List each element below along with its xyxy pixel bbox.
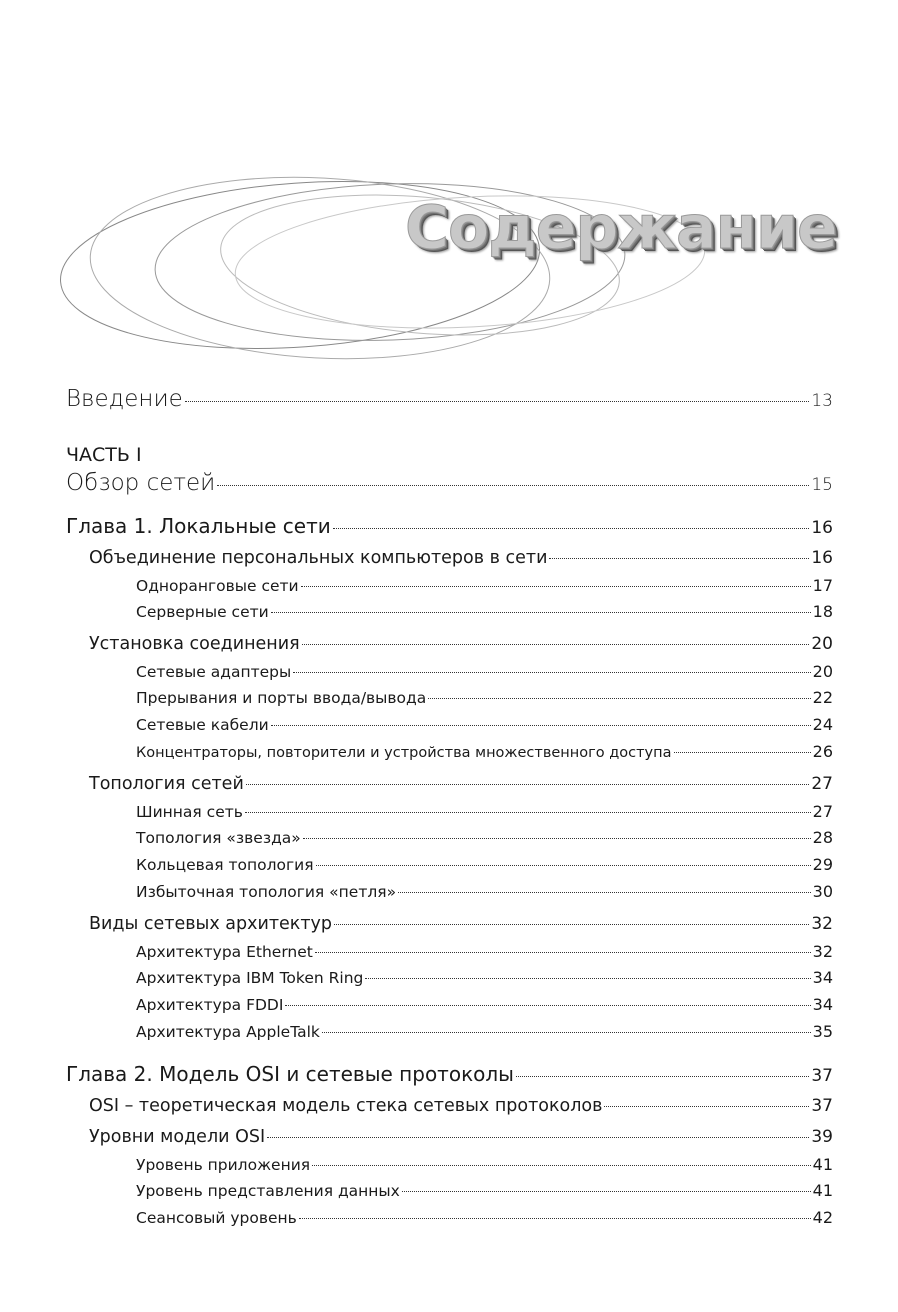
leader-dots — [285, 1005, 810, 1006]
toc-entry-section[interactable] — [89, 548, 833, 568]
toc-label: Одноранговые сети — [136, 577, 299, 595]
leader-dots — [271, 612, 811, 613]
toc-label: Серверные сети — [136, 603, 269, 621]
toc-label: Архитектура IBM Token Ring — [136, 969, 364, 987]
toc-entry-subsection[interactable] — [136, 662, 833, 681]
toc-page: 27 — [811, 774, 833, 794]
toc-page: 13 — [811, 391, 833, 411]
toc-page: 37 — [811, 1066, 833, 1086]
leader-dots — [365, 978, 810, 979]
toc-page: 34 — [812, 995, 833, 1014]
toc-page: 20 — [811, 634, 833, 654]
toc-label: Топология «звезда» — [136, 829, 301, 847]
toc-label: Сеансовый уровень — [136, 1209, 297, 1227]
toc-page: 20 — [812, 662, 833, 681]
title-banner — [0, 0, 898, 380]
toc-page: 18 — [812, 602, 833, 621]
toc-label: Концентраторы, повторители и устройства множественного доступа — [136, 745, 672, 761]
toc-page: 28 — [812, 828, 833, 847]
leader-dots — [246, 784, 810, 785]
toc-entry-chapter[interactable] — [66, 514, 833, 538]
leader-dots — [428, 698, 810, 699]
toc-label: Сетевые кабели — [136, 716, 269, 734]
toc-label: Установка соединения — [89, 634, 300, 654]
decorative-arcs — [0, 0, 898, 380]
toc-label: Глава 2. Модель OSI и сетевые протоколы — [66, 1062, 514, 1086]
leader-dots — [302, 644, 810, 645]
toc-entry-chapter[interactable] — [66, 1062, 833, 1086]
toc-page: 32 — [812, 942, 833, 961]
toc-entry-subsection[interactable] — [136, 1022, 833, 1041]
toc-label: Архитектура FDDI — [136, 996, 284, 1014]
leader-dots — [301, 586, 811, 587]
toc-entry-subsection[interactable] — [136, 802, 833, 821]
leader-dots — [217, 485, 809, 486]
leader-dots — [299, 1218, 811, 1219]
toc-entry-subsection[interactable] — [136, 882, 833, 901]
toc-entry-subsection[interactable] — [136, 828, 833, 847]
toc-page: 34 — [812, 968, 833, 987]
toc-entry-subsection[interactable] — [136, 742, 833, 761]
toc-label: Топология сетей — [89, 774, 244, 794]
toc-page: 27 — [812, 802, 833, 821]
leader-dots — [516, 1076, 809, 1077]
toc-label: Кольцевая топология — [136, 856, 314, 874]
toc-label: Обзор сетей — [66, 470, 216, 496]
toc-page: 41 — [812, 1155, 833, 1174]
toc-page: 39 — [811, 1127, 833, 1147]
toc-label: Прерывания и порты ввода/вывода — [136, 689, 427, 707]
toc-label: Введение — [66, 386, 183, 412]
toc-page: 32 — [811, 914, 833, 934]
leader-dots — [316, 865, 811, 866]
toc-label: Архитектура AppleTalk — [136, 1023, 320, 1041]
toc-label: Избыточная топология «петля» — [136, 883, 397, 901]
toc-entry-subsection[interactable] — [136, 688, 833, 707]
toc-page: 30 — [812, 882, 833, 901]
toc-entry-subsection[interactable] — [136, 942, 833, 961]
leader-dots — [245, 812, 811, 813]
toc-page: 24 — [812, 715, 833, 734]
toc-entry-section[interactable] — [89, 634, 833, 654]
toc-label: Уровень приложения — [136, 1156, 311, 1174]
leader-dots — [303, 838, 811, 839]
leader-dots — [674, 752, 811, 753]
leader-dots — [293, 672, 810, 673]
leader-dots — [398, 892, 811, 893]
leader-dots — [185, 401, 810, 402]
toc-label: Виды сетевых архитектур — [89, 914, 333, 934]
leader-dots — [333, 528, 810, 529]
toc-entry-section[interactable] — [89, 914, 833, 934]
toc-entry-section[interactable] — [89, 774, 833, 794]
leader-dots — [312, 1165, 811, 1166]
leader-dots — [322, 1032, 811, 1033]
toc-entry-subsection[interactable] — [136, 602, 833, 621]
toc-label: Сетевые адаптеры — [136, 663, 292, 681]
toc-entry-subsection[interactable] — [136, 1155, 833, 1174]
leader-dots — [271, 725, 811, 726]
toc-entry-subsection[interactable] — [136, 995, 833, 1014]
toc-entry-part[interactable] — [66, 470, 833, 496]
toc-entry-section[interactable] — [89, 1127, 833, 1147]
toc-entry-section[interactable] — [89, 1096, 833, 1116]
toc-label: OSI – теоретическая модель стека сетевых протоколов — [89, 1096, 603, 1116]
toc-entry-intro[interactable] — [66, 386, 833, 412]
toc-label: Уровни модели OSI — [89, 1127, 266, 1147]
toc-label: Архитектура Ethernet — [136, 943, 313, 961]
toc-entry-subsection[interactable] — [136, 1181, 833, 1200]
part-label: ЧАСТЬ I — [66, 444, 142, 466]
toc-entry-subsection[interactable] — [136, 715, 833, 734]
toc-page: 42 — [812, 1208, 833, 1227]
toc-entry-subsection[interactable] — [136, 968, 833, 987]
toc-page: 15 — [811, 475, 833, 495]
toc-label: Объединение персональных компьютеров в сети — [89, 548, 548, 568]
toc-entry-subsection[interactable] — [136, 576, 833, 595]
leader-dots — [315, 952, 811, 953]
toc-page: 16 — [811, 548, 833, 568]
leader-dots — [402, 1191, 811, 1192]
leader-dots — [334, 924, 809, 925]
toc-page: 41 — [812, 1181, 833, 1200]
toc-entry-subsection[interactable] — [136, 855, 833, 874]
leader-dots — [549, 558, 809, 559]
toc-label: Уровень представления данных — [136, 1182, 400, 1200]
toc-label: Глава 1. Локальные сети — [66, 514, 331, 538]
leader-dots — [604, 1106, 809, 1107]
toc-page: 22 — [812, 688, 833, 707]
toc-page: 29 — [812, 855, 833, 874]
toc-label: Шинная сеть — [136, 803, 243, 821]
page-title: Содержание — [405, 193, 837, 263]
toc-page: 37 — [811, 1096, 833, 1116]
toc-page: 26 — [812, 742, 833, 761]
leader-dots — [267, 1137, 809, 1138]
toc-page: 17 — [812, 576, 833, 595]
toc-entry-subsection[interactable] — [136, 1208, 833, 1227]
toc-page: 16 — [811, 518, 833, 538]
toc-page: 35 — [812, 1022, 833, 1041]
